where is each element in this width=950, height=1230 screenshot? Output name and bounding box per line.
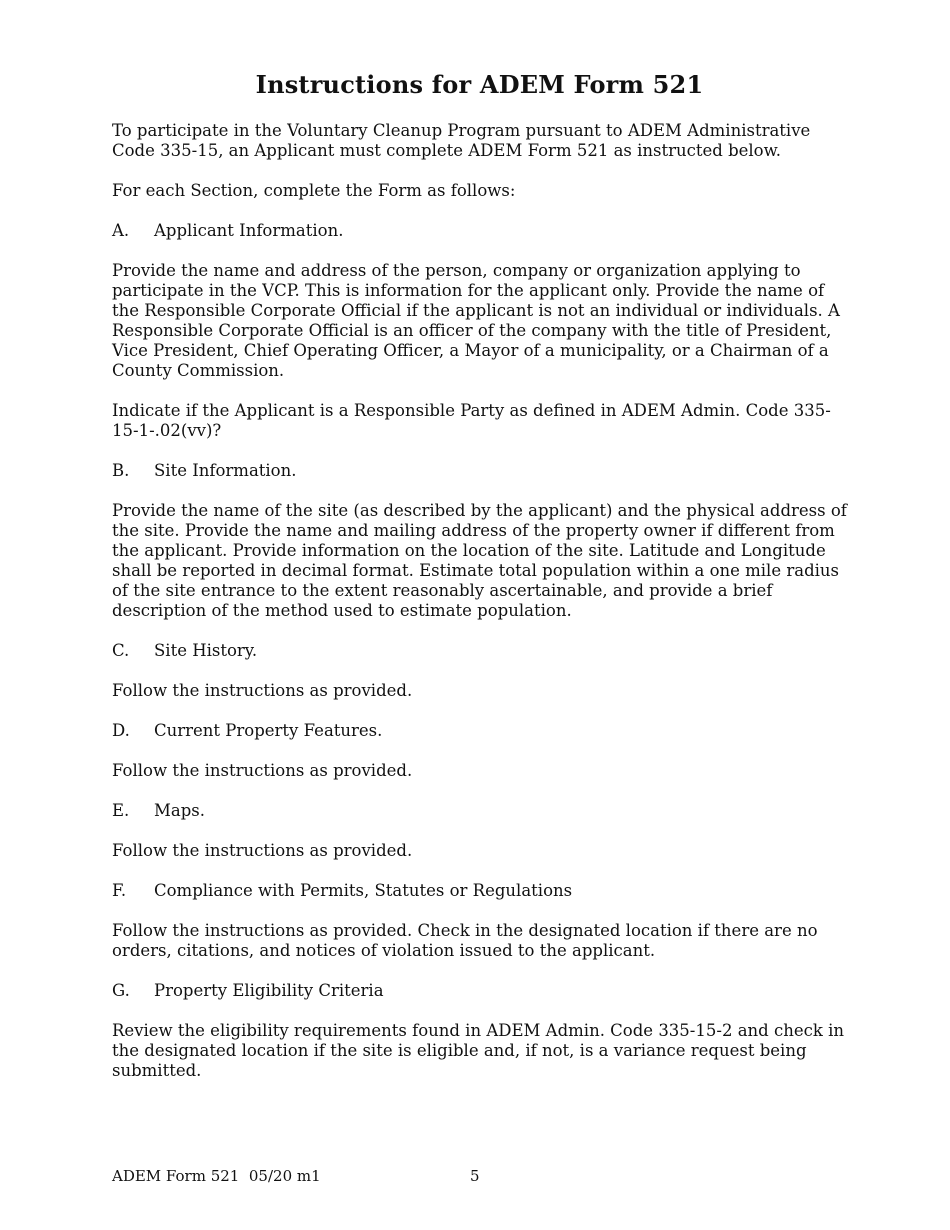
section-d-paragraph: Follow the instructions as provided. (112, 761, 413, 780)
document-title: Instructions for ADEM Form 521 (255, 70, 704, 99)
section-title: Current Property Features. (154, 721, 383, 740)
section-letter: F. (112, 881, 127, 900)
document-page (112, 70, 847, 1101)
section-a-paragraph-2: Indicate if the Applicant is a Responsible Party as defined in ADEM Admin. Code 335-15-1-.02(vv)? (112, 401, 831, 440)
section-title: Site History. (154, 641, 258, 660)
section-g-paragraph: Review the eligibility requirements found in ADEM Admin. Code 335-15-2 and check in the designated location if the site is eligible and, if not, is a variance request being submitted. (112, 1021, 844, 1080)
section-f-heading (112, 881, 847, 901)
section-letter: B. (112, 461, 130, 480)
section-g-heading (112, 981, 847, 1001)
section-title: Site Information. (154, 461, 297, 480)
section-title: Compliance with Permits, Statutes or Regulations (154, 881, 573, 900)
section-a-paragraph-1: Provide the name and address of the person, company or organization applying to participate in the VCP. This is information for the applicant only. Provide the name of the Responsible Corporate Official if the applicant is not an individual or individuals. A Responsible Corporate Official is an officer of the company with the title of President, Vice President, Chief Operating Officer, a Mayor of a municipality, or a Chairman of a County Commission. (112, 261, 840, 380)
section-c-paragraph: Follow the instructions as provided. (112, 681, 413, 700)
section-e-paragraph: Follow the instructions as provided. (112, 841, 413, 860)
section-title: Property Eligibility Criteria (154, 981, 384, 1000)
section-letter: G. (112, 981, 130, 1000)
section-b-paragraph: Provide the name of the site (as described by the applicant) and the physical address of the site. Provide the name and mailing address of the property owner if different from the applicant. Provide information on the location of the site. Latitude and Longitude shall be reported in decimal format. Estimate total population within a one mile radius of the site entrance to the extent reasonably ascertainable, and provide a brief description of the method used to estimate population. (112, 501, 847, 620)
intro-paragraph: To participate in the Voluntary Cleanup Program pursuant to ADEM Administrative Code 335-15, an Applicant must complete ADEM Form 521 as instructed below. (112, 121, 811, 160)
section-b-heading (112, 461, 847, 481)
form-id: ADEM Form 521 05/20 m1 (112, 1167, 321, 1185)
section-title: Maps. (154, 801, 206, 820)
section-a-heading (112, 221, 847, 241)
section-f-paragraph: Follow the instructions as provided. Check in the designated location if there are no orders, citations, and notices of violation issued to the applicant. (112, 921, 818, 960)
page-footer (112, 1166, 321, 1186)
section-d-heading (112, 721, 847, 741)
page-number: 5 (470, 1167, 480, 1185)
section-e-heading (112, 801, 847, 821)
section-letter: D. (112, 721, 130, 740)
section-c-heading (112, 641, 847, 661)
section-letter: A. (112, 221, 130, 240)
lead-paragraph: For each Section, complete the Form as follows: (112, 181, 516, 200)
section-title: Applicant Information. (154, 221, 344, 240)
section-letter: E. (112, 801, 130, 820)
section-letter: C. (112, 641, 130, 660)
